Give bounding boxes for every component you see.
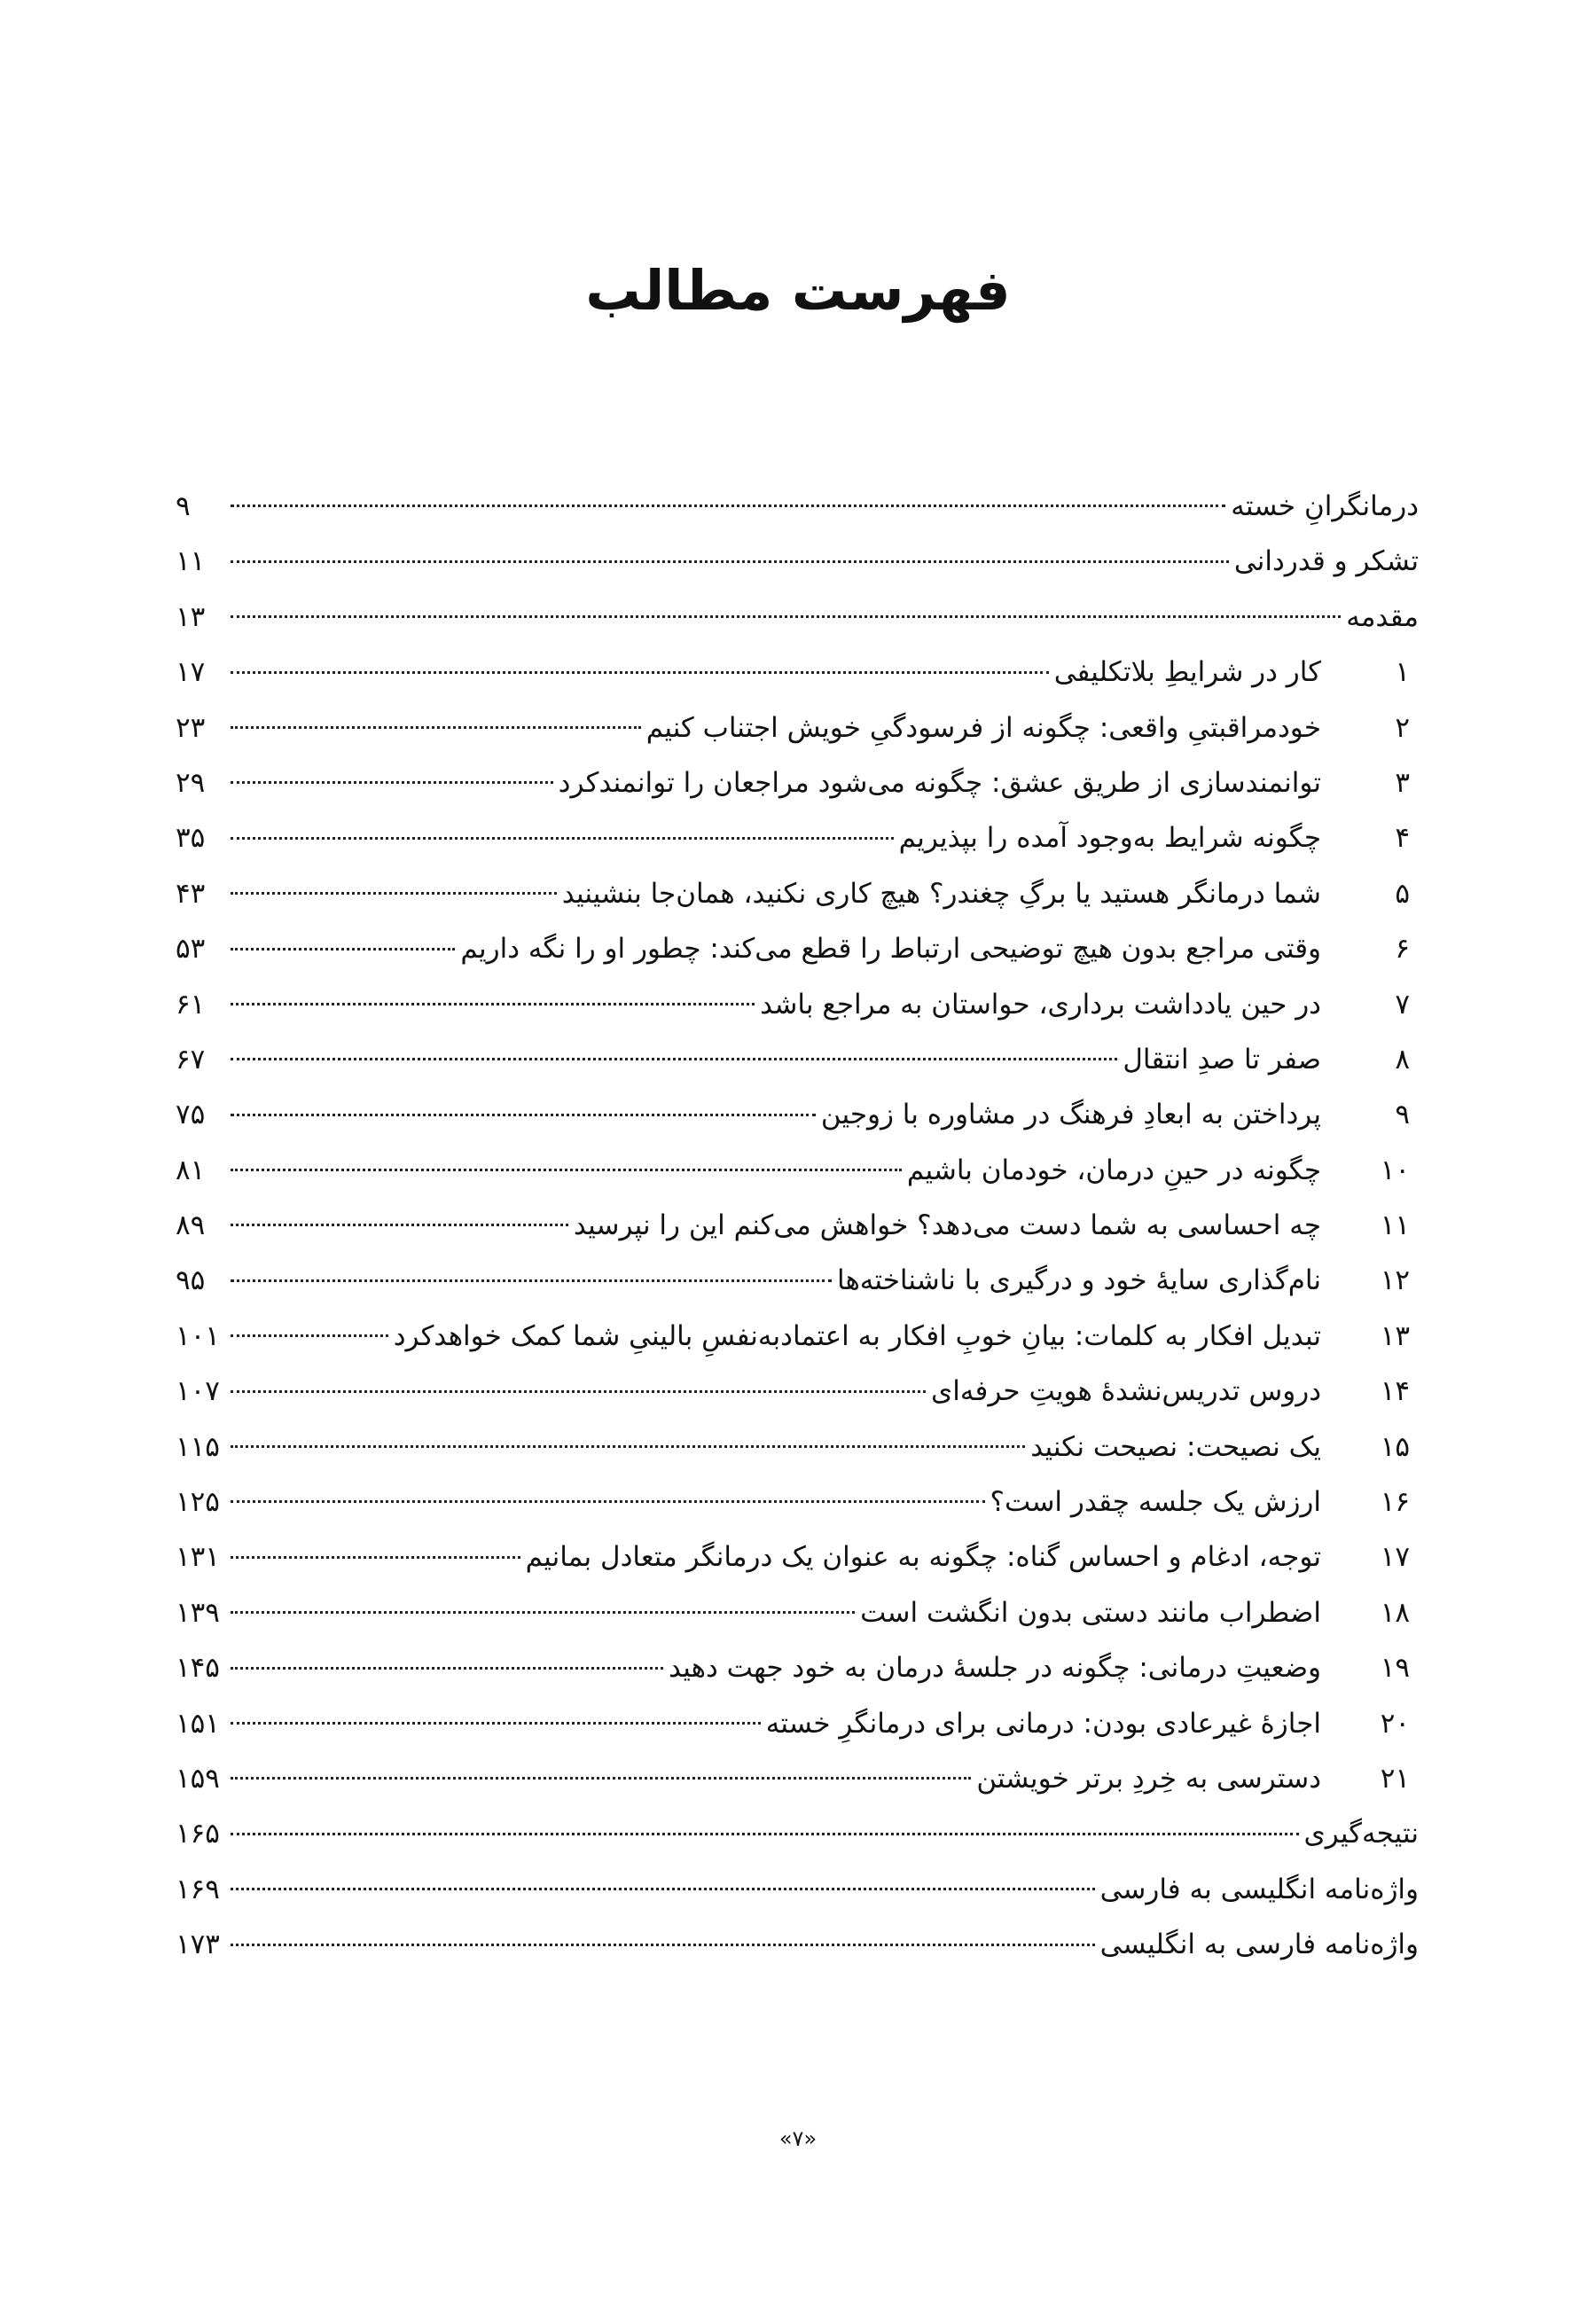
toc-entry bbox=[176, 1198, 1419, 1253]
toc-entry bbox=[176, 1806, 1419, 1861]
toc-entry bbox=[176, 1640, 1419, 1695]
toc-entry-number: ۱۸ bbox=[1380, 1596, 1410, 1629]
toc-entry-title: تشکر و قدردانی bbox=[1233, 545, 1419, 578]
toc-leader-dots bbox=[231, 1279, 832, 1282]
toc-entry-page: ۷۵ bbox=[176, 1099, 206, 1131]
toc-entry bbox=[176, 590, 1419, 645]
toc-entry bbox=[176, 810, 1419, 865]
toc-entry-page: ۱۴۵ bbox=[176, 1652, 220, 1685]
toc-leader-dots bbox=[231, 1944, 1095, 1946]
toc-entry-number: ۶ bbox=[1395, 933, 1410, 966]
toc-entry-page: ۱۰۱ bbox=[176, 1319, 220, 1352]
toc-leader-dots bbox=[231, 837, 894, 840]
toc-entry bbox=[176, 1364, 1419, 1419]
toc-entry-title: وقتی مراجع بدون هیچ توضیحی ارتباط را قطع می‌کند: چطور او را نگه داریم bbox=[460, 933, 1321, 966]
toc-entry-title: چگونه در حینِ درمان، خودمان باشیم bbox=[906, 1154, 1321, 1186]
toc-entry-title: دروس تدریس‌نشدۀ هویتِ حرفه‌ای bbox=[931, 1375, 1321, 1408]
toc-entry-title: کار در شرایطِ بلاتکلیفی bbox=[1053, 656, 1321, 689]
toc-entry-page: ۴۳ bbox=[176, 877, 206, 910]
toc-leader-dots bbox=[231, 1833, 1299, 1835]
toc-entry-page: ۲۹ bbox=[176, 766, 206, 799]
toc-entry-number: ۱ bbox=[1395, 656, 1410, 689]
toc-entry-title: توجه، ادغام و احساس گناه: چگونه به عنوان یک درمانگر متعادل بمانیم bbox=[525, 1541, 1321, 1574]
toc-entry-number: ۱۹ bbox=[1380, 1652, 1410, 1685]
toc-leader-dots bbox=[231, 1003, 755, 1005]
toc-entry-page: ۱۶۹ bbox=[176, 1873, 220, 1905]
toc-entry bbox=[176, 1475, 1419, 1529]
toc-entry-number: ۱۷ bbox=[1380, 1541, 1410, 1574]
toc-entry-title: نام‌گذاری سایۀ خود و درگیری با ناشناخته‌ها bbox=[837, 1264, 1321, 1297]
toc-leader-dots bbox=[231, 1058, 1117, 1060]
toc-entry bbox=[176, 1087, 1419, 1142]
toc-entry-title: شما درمانگر هستید یا برگِ چغندر؟ هیچ کاری نکنید، همان‌جا بنشینید bbox=[561, 877, 1321, 910]
toc-leader-dots bbox=[231, 1888, 1095, 1890]
toc-entry-number: ۲۱ bbox=[1380, 1762, 1410, 1795]
toc-entry bbox=[176, 1529, 1419, 1584]
toc-entry-page: ۸۱ bbox=[176, 1154, 206, 1186]
toc-leader-dots bbox=[231, 560, 1229, 563]
toc-entry-title: واژه‌نامه انگلیسی به فارسی bbox=[1099, 1873, 1419, 1905]
toc-entry-page: ۱۵۹ bbox=[176, 1762, 220, 1795]
toc-entry-title: پرداختن به ابعادِ فرهنگ در مشاوره با زوجین bbox=[820, 1099, 1321, 1131]
toc-entry bbox=[176, 921, 1419, 976]
toc-leader-dots bbox=[231, 1390, 926, 1393]
toc-leader-dots bbox=[231, 892, 557, 895]
toc-entry-title: مقدمه bbox=[1346, 600, 1419, 633]
toc-entry-title: یک نصیحت: نصیحت نکنید bbox=[1030, 1430, 1321, 1463]
toc-entry-number: ۳ bbox=[1395, 766, 1410, 799]
toc-entry-number: ۱۴ bbox=[1380, 1375, 1410, 1408]
toc-leader-dots bbox=[231, 726, 641, 729]
toc-entry bbox=[176, 1253, 1419, 1308]
toc-entry-page: ۱۳۹ bbox=[176, 1596, 220, 1629]
toc-entry-number: ۱۶ bbox=[1380, 1486, 1410, 1519]
toc-entry-number: ۲ bbox=[1395, 711, 1410, 744]
toc-entry-title: واژه‌نامه فارسی به انگلیسی bbox=[1099, 1928, 1419, 1961]
page-number: «۷» bbox=[778, 2126, 818, 2151]
toc-entry-title: ارزش یک جلسه چقدر است؟ bbox=[990, 1486, 1321, 1519]
toc-leader-dots bbox=[231, 1667, 663, 1670]
toc-entry-title: چگونه شرایط به‌وجود آمده را بپذیریم bbox=[898, 822, 1321, 855]
page-title: فهرست مطالب bbox=[585, 258, 1011, 323]
toc-entry-page: ۱۶۵ bbox=[176, 1818, 220, 1850]
toc-entry-title: وضعیتِ درمانی: چگونه در جلسۀ درمان به خود جهت دهید bbox=[669, 1652, 1321, 1685]
toc-entry-page: ۱۳۱ bbox=[176, 1541, 220, 1574]
toc-leader-dots bbox=[231, 1334, 388, 1337]
toc-leader-dots bbox=[231, 1556, 520, 1559]
toc-entry bbox=[176, 1309, 1419, 1364]
toc-entry-title: اجازۀ غیرعادی بودن: درمانی برای درمانگرِ خسته bbox=[765, 1707, 1321, 1740]
toc-entry-number: ۲۰ bbox=[1380, 1707, 1410, 1740]
toc-entry-page: ۳۵ bbox=[176, 822, 206, 855]
toc-entry-number: ۸ bbox=[1395, 1043, 1410, 1076]
toc-leader-dots bbox=[231, 1224, 568, 1226]
toc-entry-title: نتیجه‌گیری bbox=[1303, 1818, 1419, 1850]
toc-leader-dots bbox=[231, 1445, 1025, 1448]
toc-entry-page: ۱۵۱ bbox=[176, 1707, 220, 1740]
toc-entry bbox=[176, 645, 1419, 700]
toc-entry-page: ۵۳ bbox=[176, 933, 206, 966]
toc-leader-dots bbox=[231, 781, 553, 784]
toc-entry bbox=[176, 1862, 1419, 1917]
toc-entry bbox=[176, 700, 1419, 755]
toc-entry bbox=[176, 534, 1419, 589]
toc-entry-page: ۶۷ bbox=[176, 1043, 206, 1076]
toc-entry-number: ۱۰ bbox=[1380, 1154, 1410, 1186]
toc-entry bbox=[176, 977, 1419, 1032]
toc-entry bbox=[176, 1032, 1419, 1087]
toc-entry bbox=[176, 1751, 1419, 1806]
toc-entry-number: ۱۱ bbox=[1380, 1209, 1410, 1242]
toc-entry-title: اضطراب مانند دستی بدون انگشت است bbox=[860, 1596, 1321, 1629]
toc-leader-dots bbox=[231, 615, 1341, 618]
toc-entry-page: ۱۱۵ bbox=[176, 1430, 220, 1463]
toc-leader-dots bbox=[231, 1611, 855, 1614]
toc-leader-dots bbox=[231, 1500, 985, 1503]
toc-entry-number: ۱۳ bbox=[1380, 1319, 1410, 1352]
toc-entry-page: ۱۰۷ bbox=[176, 1375, 220, 1408]
toc-entry bbox=[176, 479, 1419, 534]
toc-entry bbox=[176, 866, 1419, 921]
toc-entry-number: ۹ bbox=[1395, 1099, 1410, 1131]
toc-entry-number: ۱۵ bbox=[1380, 1430, 1410, 1463]
toc-entry-page: ۶۱ bbox=[176, 988, 206, 1021]
toc-entry-title: درمانگرانِ خسته bbox=[1231, 490, 1419, 522]
toc-leader-dots bbox=[231, 948, 455, 951]
toc-entry-page: ۱۱ bbox=[176, 545, 206, 578]
toc-leader-dots bbox=[231, 505, 1225, 507]
table-of-contents bbox=[176, 479, 1419, 1973]
toc-entry-title: صفر تا صدِ انتقال bbox=[1123, 1043, 1321, 1076]
toc-leader-dots bbox=[231, 1114, 816, 1116]
toc-entry bbox=[176, 755, 1419, 810]
toc-entry-page: ۱۳ bbox=[176, 600, 206, 633]
toc-entry-page: ۱۲۵ bbox=[176, 1486, 220, 1519]
toc-entry-number: ۷ bbox=[1395, 988, 1410, 1021]
toc-entry-number: ۱۲ bbox=[1380, 1264, 1410, 1297]
toc-entry-number: ۵ bbox=[1395, 877, 1410, 910]
toc-leader-dots bbox=[231, 1722, 761, 1725]
toc-entry-page: ۱۷ bbox=[176, 656, 206, 689]
toc-entry-page: ۲۳ bbox=[176, 711, 206, 744]
toc-leader-dots bbox=[231, 1777, 971, 1780]
toc-entry-title: در حین یادداشت برداری، حواستان به مراجع باشد bbox=[760, 988, 1321, 1021]
toc-entry bbox=[176, 1696, 1419, 1751]
toc-entry-title: چه احساسی به شما دست می‌دهد؟ خواهش می‌کنم این را نپرسید bbox=[573, 1209, 1321, 1242]
toc-entry-title: توانمندسازی از طریق عشق: چگونه می‌شود مراجعان را توانمندکرد bbox=[558, 766, 1321, 799]
toc-entry-page: ۹ bbox=[176, 490, 191, 522]
toc-leader-dots bbox=[231, 1169, 902, 1171]
toc-entry bbox=[176, 1917, 1419, 1972]
toc-entry-title: دسترسی به خِردِ برتر خویشتن bbox=[976, 1762, 1321, 1795]
toc-entry-page: ۸۹ bbox=[176, 1209, 206, 1242]
toc-entry bbox=[176, 1420, 1419, 1475]
toc-entry-page: ۹۵ bbox=[176, 1264, 206, 1297]
toc-entry-number: ۴ bbox=[1395, 822, 1410, 855]
toc-entry bbox=[176, 1585, 1419, 1640]
toc-entry bbox=[176, 1143, 1419, 1198]
toc-entry-title: تبدیل افکار به کلمات: بیانِ خوبِ افکار به اعتمادبه‌نفسِ بالینیِ شما کمک خواهدکرد bbox=[393, 1319, 1321, 1352]
toc-entry-page: ۱۷۳ bbox=[176, 1928, 220, 1961]
toc-entry-title: خودمراقبتیِ واقعی: چگونه از فرسودگیِ خویش اجتناب کنیم bbox=[645, 711, 1321, 744]
toc-leader-dots bbox=[231, 671, 1049, 674]
